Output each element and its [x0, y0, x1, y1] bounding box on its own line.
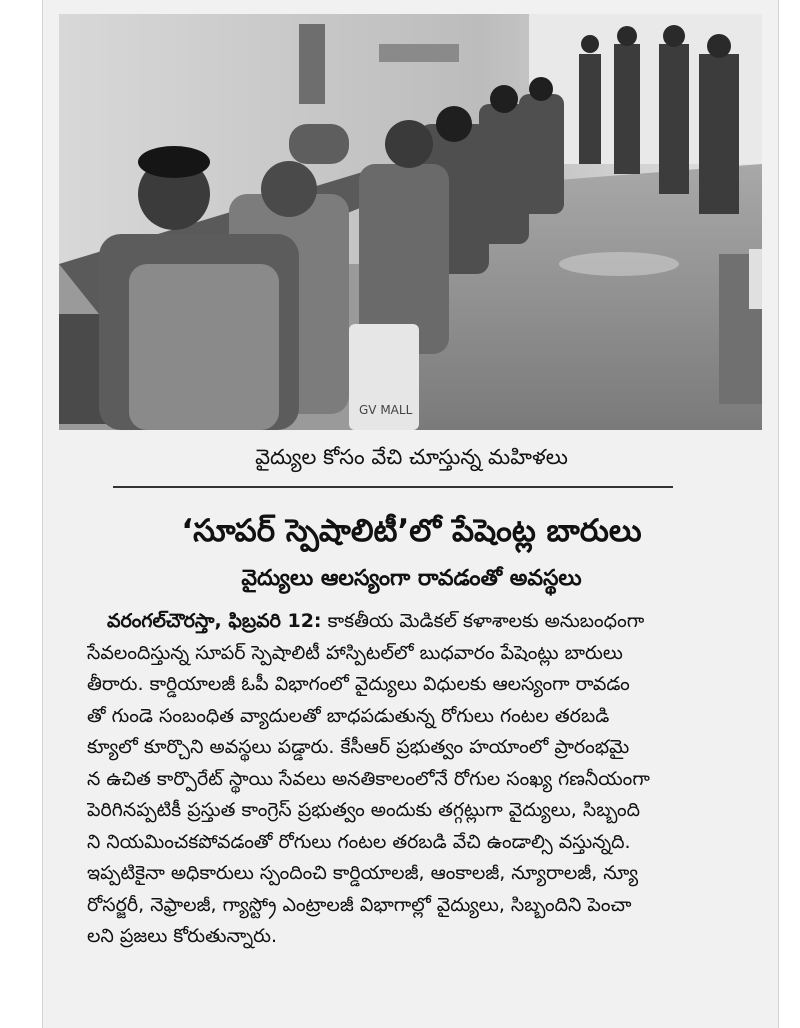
- bag-label: GV MALL: [359, 403, 413, 417]
- headline: ‘సూపర్ స్పెషాలిటీ’లో పేషెంట్ల బారులు: [181, 513, 642, 549]
- article-line: ని నియమించకపోవడంతో రోగులు గంటల తరబడి వేచి ఉండాల్సి వస్తున్నది.: [87, 830, 631, 853]
- article-line: తో గుండె సంబంధిత వ్యాదులతో బాధపడుతున్న రోగులు గంటల తరబడి: [87, 704, 610, 727]
- article-line: క్యూలో కూర్చొని అవస్థలు పడ్డారు. కేసీఆర్ ప్రభుత్వం హయాంలో ప్రారంభమై: [87, 736, 630, 758]
- article-line: లని ప్రజలు కోరుతున్నారు.: [87, 925, 278, 947]
- photo-caption: వైద్యుల కోసం వేచి చూస్తున్న మహిళలు: [255, 445, 568, 469]
- divider: [113, 486, 673, 488]
- article-line: సేవలందిస్తున్న సూపర్ స్పెషాలిటీ హాస్పిటల్‌లో బుధవారం పేషెంట్లు బారులు: [87, 641, 623, 664]
- subheadline: వైద్యులు ఆలస్యంగా రావడంతో అవస్థలు: [241, 566, 582, 591]
- dateline: వరంగల్‌చౌరస్తా, ఫిబ్రవరి 12:: [107, 610, 322, 632]
- news-clipping: [42, 0, 779, 1028]
- news-photo: [59, 14, 762, 430]
- article-text: కాకతీయ మెడికల్ కళాశాలకు అనుబంధంగా: [321, 610, 645, 632]
- article-line: న ఉచిత కార్పొరేట్ స్థాయి సేవలు అనతికాలంలోనే రోగుల సంఖ్య గణనీయంగా: [87, 767, 650, 790]
- article-line: పెరిగినప్పటికీ ప్రస్తుత కాంగ్రెస్ ప్రభుత్వం అందుకు తగ్గట్లుగా వైద్యులు, సిబ్బంది: [87, 799, 641, 821]
- article-line: తీరారు. కార్డియాలజీ ఓపీ విభాగంలో వైద్యులు విధులకు ఆలస్యంగా రావడం: [87, 673, 630, 695]
- photo-illustration: [59, 14, 762, 430]
- article-body: [87, 606, 761, 953]
- article-line: ఇప్పటికైనా అధికారులు స్పందించి కార్డియాలజీ, ఆంకాలజీ, న్యూరాలజీ, న్యూ: [87, 862, 639, 884]
- article-line: [87, 606, 761, 638]
- article-line: రోసర్జరీ, నెఫ్రాలజీ, గ్యాస్ట్రో ఎంట్రాలజీ విభాగాల్లో వైద్యులు, సిబ్బందిని పెంచా: [87, 893, 632, 916]
